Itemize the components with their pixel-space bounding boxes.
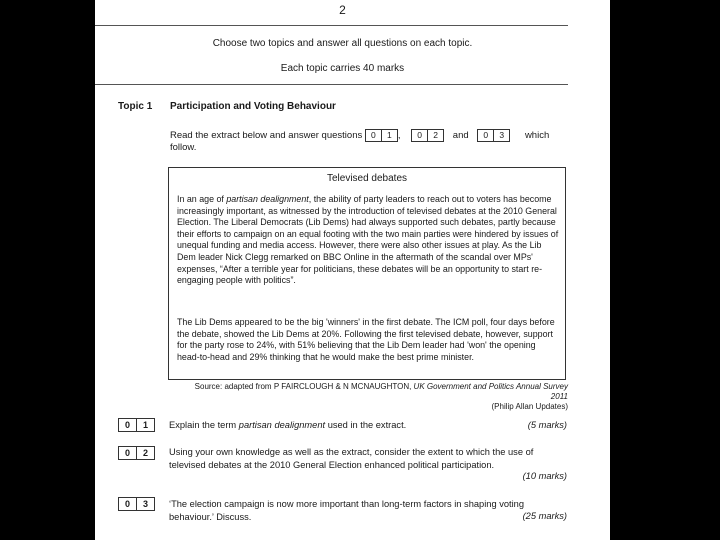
question-number-box: 0 2 [118,446,155,460]
instruction-marks: Each topic carries 40 marks [280,63,405,74]
instruction-choose-topics: Choose two topics and answer all questions on each topic. [212,38,473,49]
intro-text: follow. [170,142,197,154]
code-digit: 0 [483,130,489,140]
code-digit: 0 [417,130,423,140]
question-code-box [365,129,398,142]
separator: , [397,130,401,142]
divider [95,25,568,26]
extract-box [168,167,566,380]
exam-page [95,0,610,540]
extract-title: Televised debates [326,173,408,184]
question-marks: (10 marks) [522,471,567,481]
code-digit: 1 [381,130,397,141]
separator: and [452,130,469,142]
code-digit: 0 [371,130,376,140]
question-text: Explain the term partisan dealignment used in the extract. [169,420,407,430]
question-marks: (5 marks) [527,420,567,430]
page-number: 2 [339,3,346,17]
divider [95,84,568,85]
question-code-box [477,129,510,142]
question-number-box: 0 1 [118,418,155,432]
extract-paragraph: In an age of partisan dealignment, the ability of party leaders to reach out to voters has become increasingly important, as witnessed by the introduction of televised debates at the 2010 General Election. The Liberal Democrats (Lib Dems) had always supported such debates, partly because their efforts to campaign on an equal footing with the two main parties were hindered by issues of unequal funding and media access. However, there were also other issues at play. As the Lib Dem leader Nick Clegg remarked on BBC Online in the aftermath of the scandal over MPs' expenses, “After a terrible year for politicians, these debates will be an opportunity to start re-engaging people with politics”. [177,194,559,286]
question-code-box [411,129,444,142]
extract-source: Source: adapted from P FAIRCLOUGH & N MCNAUGHTON, UK Government and Politics Annual Survey 2011 (Philip Allan Updates) [194,382,568,411]
extract-paragraph: The Lib Dems appeared to be the big 'winners' in the first debate. The ICM poll, four days before the debate, showed the Lib Dems at 20%. Following the first televised debate, however, support for the party rose to 24%, with 51% believing that the Lib Dem leader had 'won' the opening head-to-head and 29% thinking that he would make the best prime minister. [177,317,555,362]
question-text: Using your own knowledge as well as the extract, consider the extent to which the use of televised debates at the 2010 General Election enhanced political participation. [169,447,534,470]
topic-title: Participation and Voting Behaviour [170,101,336,112]
code-digit: 3 [493,130,509,141]
question-text: ‘The election campaign is now more important than long-term factors in shaping voting behaviour.’ Discuss. [169,499,525,522]
question-marks: (25 marks) [522,511,567,521]
topic-instructions [170,129,570,154]
topic-label: Topic 1 [118,101,153,112]
code-digit: 2 [427,130,443,141]
question-number-box: 0 3 [118,497,155,511]
intro-text: which [524,130,550,142]
intro-text: Read the extract below and answer questions [170,130,363,142]
